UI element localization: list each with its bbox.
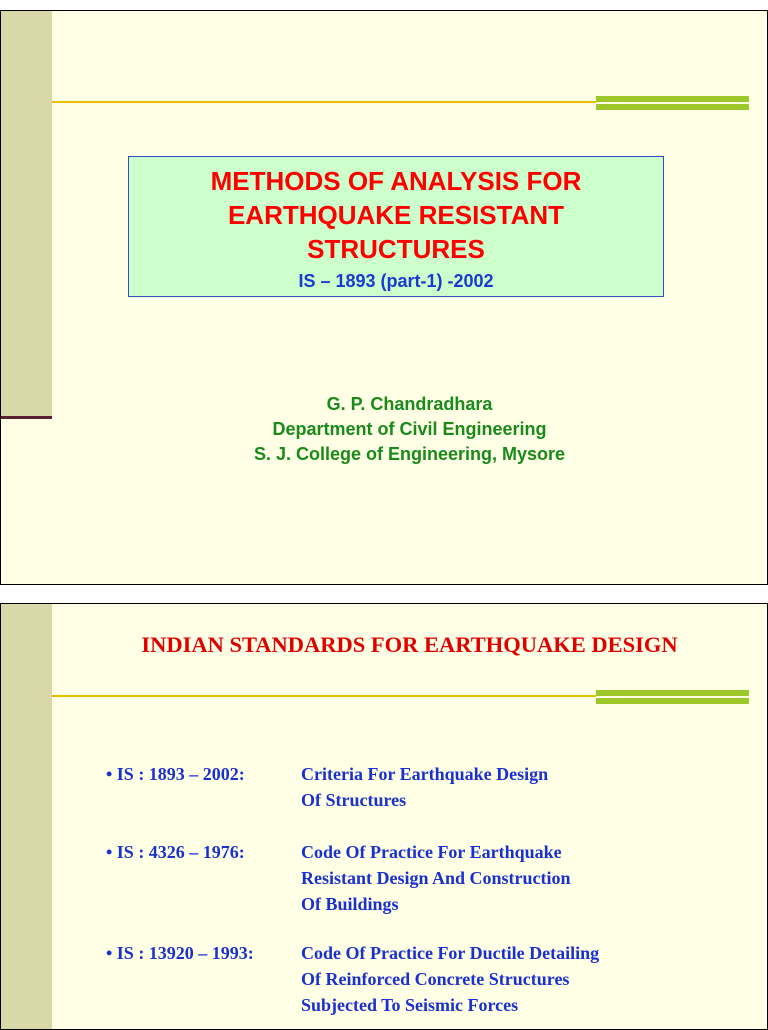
standard-description-line: Code Of Practice For Ductile Detailing [301,943,600,963]
author-department: Department of Civil Engineering [272,419,547,439]
slide-heading: INDIAN STANDARDS FOR EARTHQUAKE DESIGN [141,632,678,657]
title-subtitle: IS – 1893 (part-1) -2002 [298,271,494,291]
header-rule-block-stripe [596,696,749,698]
standard-description-line: Of Reinforced Concrete Structures [301,969,570,989]
standard-description-line: Criteria For Earthquake Design [301,764,549,784]
author-block [52,392,767,467]
standard-description-line: Of Structures [301,790,407,810]
author-college: S. J. College of Engineering, Mysore [253,444,566,464]
title-line: METHODS OF ANALYSIS FOR [210,166,582,196]
standard-code: • IS : 1893 – 2002: [106,764,245,784]
standard-code: • IS : 4326 – 1976: [106,842,245,862]
standard-description-line: Code Of Practice For Earthquake [301,842,562,862]
standard-description [301,839,571,917]
author-name: G. P. Chandradhara [326,394,493,414]
slide-indian-standards [0,603,768,1030]
header-rule [52,101,597,103]
title-line: STRUCTURES [307,234,485,264]
standard-description [301,761,548,813]
slide-side-bar [1,604,52,1029]
side-bar-marker [1,416,52,419]
standard-description-line: Subjected To Seismic Forces [301,995,519,1015]
standard-description-line: Of Buildings [301,894,399,914]
title-box [128,156,664,297]
title-line: EARTHQUAKE RESISTANT [227,200,565,230]
header-rule [52,695,597,697]
slide-title [0,10,768,585]
slide-side-bar [1,11,52,418]
standard-description [301,940,599,1018]
header-rule-block-stripe [596,102,749,104]
standard-code: • IS : 13920 – 1993: [106,943,254,963]
standard-description-line: Resistant Design And Construction [301,868,571,888]
